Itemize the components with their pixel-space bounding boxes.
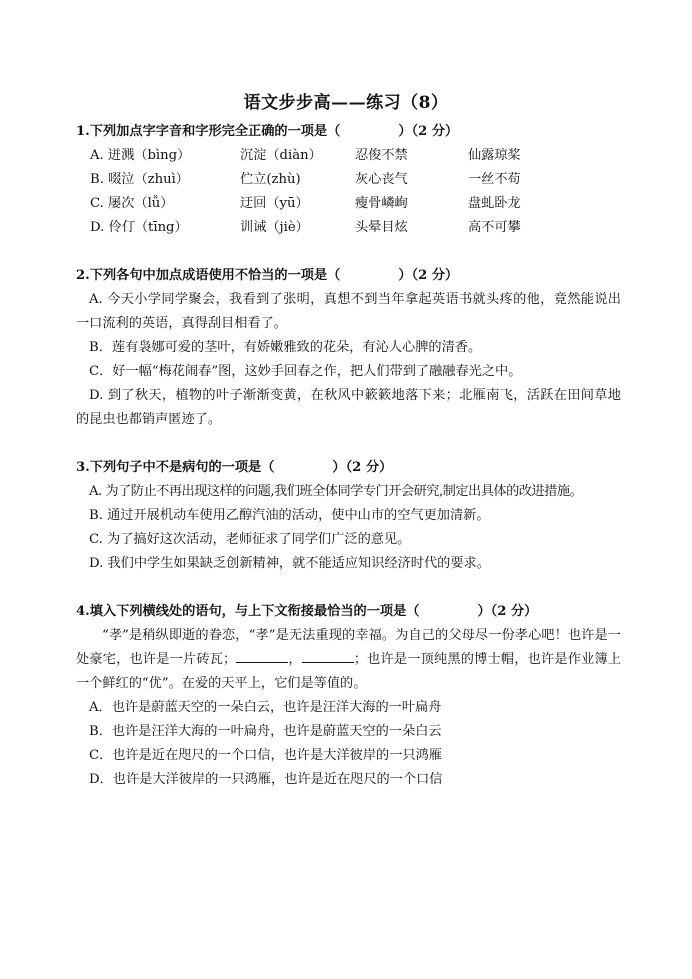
option-d: D. 我们中学生如果缺乏创新精神，就不能适应知识经济时代的要求。 <box>89 556 490 571</box>
option-cell: 伫立(zhù) <box>240 172 301 187</box>
question-1-tail: ）（2 分） <box>398 124 459 139</box>
question-3 <box>76 456 621 576</box>
question-4-stem <box>76 600 621 624</box>
option-cell: 迂回（yū） <box>240 196 309 211</box>
option-cell: 瘦骨嶙峋 <box>355 196 408 211</box>
question-3-head: 3.下列句子中不是病句的一项是（ <box>76 460 275 475</box>
option-cell: 仙露琼桨 <box>468 148 521 163</box>
question-1-head: 1.下列加点字字音和字形完全正确的一项是（ <box>76 124 341 139</box>
option-cell: A. 迸溅（bìng） <box>90 148 191 163</box>
option-cell: 盘虬卧龙 <box>468 196 521 211</box>
question-4 <box>76 600 621 792</box>
option-d: D. 到了秋天，植物的叶子渐渐变黄，在秋风中簌簌地落下来；北雁南飞，活跃在田间草地的昆虫也都销声匿迹了。 <box>76 388 621 427</box>
passage-separator: ， <box>288 652 302 667</box>
option-b: B．也许是汪洋大海的一叶扁舟，也许是蔚蓝天空的一朵白云 <box>89 724 442 739</box>
question-2-tail: ）（2 分） <box>398 268 459 283</box>
option-cell: C. 屡次（lǚ） <box>90 196 174 211</box>
option-cell: 灰心丧气 <box>355 172 408 187</box>
option-a: A．也许是蔚蓝天空的一朵白云，也许是汪洋大海的一叶扁舟 <box>89 700 442 715</box>
option-cell: 头晕目炫 <box>355 220 408 235</box>
option-cell: 忍俊不禁 <box>355 148 408 163</box>
option-cell: 沉淀（diàn） <box>240 148 322 163</box>
option-b: B．莲有袅娜可爱的茎叶，有娇嫩雅致的花朵，有沁人心脾的清香。 <box>89 340 482 355</box>
answer-blank-1 <box>236 648 288 663</box>
option-c: C．也许是近在咫尺的一个口信，也许是大洋彼岸的一只鸿雁 <box>89 748 442 763</box>
answer-blank-2 <box>302 648 354 663</box>
passage-text-before: “孝”是稍纵即逝的眷恋，“孝”是无法重现的幸福。为自己的父母尽一份孝心吧！也许是一处豪宅，也许是一片砖瓦； <box>76 628 621 667</box>
question-1-options <box>76 144 621 240</box>
question-1 <box>76 120 621 240</box>
option-a: A. 为了防止不再出现这样的问题,我们班全体同学专门开会研究,制定出具体的改进措施。 <box>89 484 583 499</box>
option-c: C. 为了搞好这次活动，老师征求了同学们广泛的意见。 <box>89 532 411 547</box>
question-2-stem <box>76 264 621 288</box>
option-b: B. 通过开展机动车使用乙醇汽油的活动，使中山市的空气更加清新。 <box>89 508 490 523</box>
question-3-stem <box>76 456 621 480</box>
option-a: A. 今天小学同学聚会，我看到了张明，真想不到当年拿起英语书就头疼的他，竟然能说出一口流利的英语，真得刮目相看了。 <box>76 292 621 331</box>
option-cell: B. 啜泣（zhuì） <box>90 172 189 187</box>
question-3-tail: ）（2 分） <box>332 460 393 475</box>
question-4-passage <box>76 624 621 696</box>
option-cell: D. 伶仃（tīng） <box>90 220 188 235</box>
question-4-head: 4.填入下列横线处的语句，与上下文衔接最恰当的一项是（ <box>76 604 420 619</box>
option-d: D．也许是大洋彼岸的一只鸿雁，也许是近在咫尺的一个口信 <box>89 772 443 787</box>
option-cell: 训诫（jiè） <box>240 220 309 235</box>
question-2-head: 2.下列各句中加点成语使用不恰当的一项是（ <box>76 268 341 283</box>
page-title: 语文步步高——练习（8） <box>243 93 449 113</box>
option-cell: 一丝不苟 <box>468 172 521 187</box>
question-4-tail: ）（2 分） <box>477 604 538 619</box>
question-1-stem <box>76 120 621 144</box>
option-c: C．好一幅“梅花闹春”图，这妙手回春之作，把人们带到了融融春光之中。 <box>89 364 522 379</box>
option-cell: 高不可攀 <box>468 220 521 235</box>
passage-text-after: ；也许是一顶纯黑的博士帽，也许是作业簿上一个鲜红的“优”。在爱的天平上，它们是等值的。 <box>76 652 622 691</box>
question-2 <box>76 264 621 432</box>
